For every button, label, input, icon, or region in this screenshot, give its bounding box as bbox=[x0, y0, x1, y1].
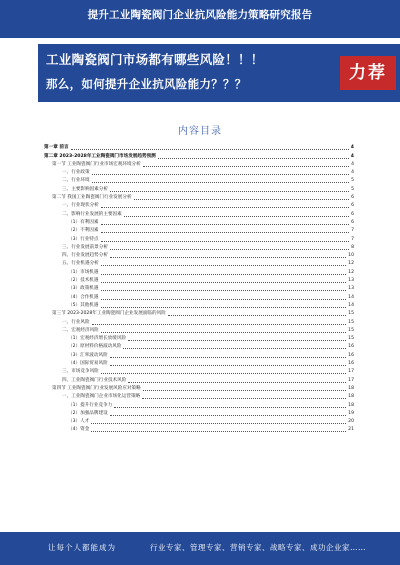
toc-entry[interactable] bbox=[44, 168, 354, 176]
toc-entry[interactable] bbox=[44, 326, 354, 334]
toc-leader-dots bbox=[101, 232, 350, 233]
toc-entry[interactable] bbox=[44, 309, 354, 317]
toc-entry-text: 第一章 前言 bbox=[44, 145, 69, 151]
toc-leader-dots bbox=[110, 415, 346, 416]
toc-entry[interactable] bbox=[44, 151, 354, 159]
toc-leader-dots bbox=[142, 398, 346, 399]
toc-entry-text: （4）国际贸易风险 bbox=[68, 361, 108, 367]
toc-entry-page: 4 bbox=[351, 170, 354, 176]
toc-entry[interactable] bbox=[44, 392, 354, 400]
toc-leader-dots bbox=[92, 324, 347, 325]
toc-entry[interactable] bbox=[44, 218, 354, 226]
toc-leader-dots bbox=[101, 307, 347, 308]
footer-slogan: 让每个人都能成为 bbox=[48, 543, 116, 552]
toc-entry-text: 一、行业政策 bbox=[62, 170, 90, 176]
toc-entry[interactable] bbox=[44, 234, 354, 242]
toc-entry[interactable] bbox=[44, 251, 354, 259]
toc-entry-text: 第二章 2023-2028年工业陶瓷阀门市场发展趋势预测 bbox=[44, 153, 156, 159]
toc-entry-page: 5 bbox=[351, 178, 354, 184]
toc-entry[interactable] bbox=[44, 184, 354, 192]
toc-entry[interactable] bbox=[44, 259, 354, 267]
toc-entry-page: 8 bbox=[351, 244, 354, 250]
toc-entry-page: 13 bbox=[348, 286, 354, 292]
toc-entry-text: （5）其他机遇 bbox=[68, 302, 99, 308]
toc-leader-dots bbox=[143, 166, 349, 167]
toc-entry[interactable] bbox=[44, 267, 354, 275]
headline-question: 工业陶瓷阀门市场都有哪些风险！！！ bbox=[46, 52, 264, 67]
toc-entry[interactable] bbox=[44, 425, 354, 433]
toc-entry-page: 16 bbox=[348, 361, 354, 367]
toc-entry-page: 18 bbox=[348, 385, 354, 391]
toc-leader-dots bbox=[92, 174, 349, 175]
toc-leader-dots bbox=[143, 390, 346, 391]
toc-entry-page: 15 bbox=[348, 327, 354, 333]
toc-entry-text: 第二节 我国工业陶瓷阀门行业发展分析 bbox=[52, 195, 132, 201]
toc-entry-page: 18 bbox=[348, 402, 354, 408]
toc-leader-dots bbox=[92, 182, 349, 183]
toc-entry[interactable] bbox=[44, 276, 354, 284]
toc-entry-page: 17 bbox=[348, 369, 354, 375]
toc-entry-text: 四、行业发展趋势分析 bbox=[62, 253, 108, 259]
toc-entry[interactable] bbox=[44, 317, 354, 325]
toc-entry-text: （2）加强品牌建设 bbox=[68, 410, 108, 416]
table-of-contents bbox=[44, 143, 354, 433]
toc-entry-page: 10 bbox=[348, 253, 354, 259]
toc-entry-text: 四、工业陶瓷阀门行业技术风险 bbox=[62, 377, 127, 383]
toc-entry[interactable] bbox=[44, 384, 354, 392]
toc-entry[interactable] bbox=[44, 367, 354, 375]
toc-leader-dots bbox=[101, 299, 347, 300]
toc-entry-page: 14 bbox=[348, 294, 354, 300]
toc-entry-text: 三、市场竞争风险 bbox=[62, 369, 99, 375]
toc-entry-text: （2）原材料价格波动风险 bbox=[68, 344, 122, 350]
toc-leader-dots bbox=[128, 340, 346, 341]
toc-leader-dots bbox=[110, 365, 346, 366]
toc-entry-page: 12 bbox=[348, 261, 354, 267]
toc-entry-page: 12 bbox=[348, 269, 354, 275]
toc-entry-page: 16 bbox=[348, 352, 354, 358]
toc-entry-text: （3）政策机遇 bbox=[68, 286, 99, 292]
toc-entry-page: 4 bbox=[350, 153, 354, 159]
toc-leader-dots bbox=[123, 348, 346, 349]
toc-entry-text: 第三节 2023-2028年工业陶瓷阀门企业发展面临的风险 bbox=[52, 311, 166, 317]
toc-entry-page: 4 bbox=[351, 161, 354, 167]
recommend-stamp: 力荐 bbox=[340, 56, 396, 90]
toc-entry-text: 三、主要影响因素分析 bbox=[62, 186, 108, 192]
toc-entry-page: 6 bbox=[351, 219, 354, 225]
toc-leader-dots bbox=[101, 224, 350, 225]
toc-entry-text: （2）不利因素 bbox=[68, 228, 99, 234]
toc-entry[interactable] bbox=[44, 143, 354, 151]
toc-entry[interactable] bbox=[44, 243, 354, 251]
toc-leader-dots bbox=[110, 257, 346, 258]
toc-entry-page: 20 bbox=[348, 419, 354, 425]
toc-entry[interactable] bbox=[44, 400, 354, 408]
toc-leader-dots bbox=[110, 357, 346, 358]
toc-entry-text: 一、行业现状分析 bbox=[62, 203, 99, 209]
toc-entry[interactable] bbox=[44, 209, 354, 217]
toc-entry-text: 第四节 工业陶瓷阀门行业发展风险应对策略 bbox=[52, 385, 141, 391]
toc-entry-page: 15 bbox=[348, 336, 354, 342]
toc-entry-text: 第一节 工业陶瓷阀门行业市场宏观环境分析 bbox=[52, 161, 141, 167]
toc-leader-dots bbox=[110, 249, 349, 250]
toc-entry-text: （3）人才 bbox=[68, 419, 90, 425]
toc-entry-text: （4）合作机遇 bbox=[68, 294, 99, 300]
toc-leader-dots bbox=[101, 207, 349, 208]
report-header bbox=[0, 0, 400, 38]
toc-leader-dots bbox=[110, 191, 349, 192]
toc-entry[interactable] bbox=[44, 375, 354, 383]
toc-entry-text: 二、行业环境 bbox=[62, 178, 90, 184]
toc-entry-text: （3）汇率波动风险 bbox=[68, 352, 108, 358]
toc-entry-page: 7 bbox=[351, 228, 354, 234]
toc-leader-dots bbox=[101, 265, 346, 266]
toc-leader-dots bbox=[91, 431, 346, 432]
toc-entry-text: （2）技术机遇 bbox=[68, 278, 99, 284]
toc-entry[interactable] bbox=[44, 284, 354, 292]
toc-leader-dots bbox=[91, 423, 346, 424]
toc-entry-page: 18 bbox=[348, 394, 354, 400]
toc-entry[interactable] bbox=[44, 193, 354, 201]
toc-leader-dots bbox=[158, 158, 349, 159]
toc-entry[interactable] bbox=[44, 342, 354, 350]
toc-entry-page: 13 bbox=[348, 278, 354, 284]
toc-entry-page: 15 bbox=[348, 319, 354, 325]
toc-leader-dots bbox=[101, 274, 347, 275]
toc-leader-dots bbox=[101, 332, 346, 333]
report-title: 提升工业陶瓷阀门企业抗风险能力策略研究报告 bbox=[87, 9, 313, 21]
toc-entry-page: 5 bbox=[351, 186, 354, 192]
toc-entry-page: 19 bbox=[348, 410, 354, 416]
toc-entry[interactable] bbox=[44, 417, 354, 425]
toc-entry-text: 三、行业发展前景分析 bbox=[62, 244, 108, 250]
toc-leader-dots bbox=[168, 315, 346, 316]
toc-entry-text: 五、行业机遇分析 bbox=[62, 261, 99, 267]
toc-leader-dots bbox=[128, 382, 346, 383]
headline-subquestion: 那么，如何提升企业抗风险能力？？？ bbox=[46, 77, 247, 91]
toc-entry-text: （3）行业特点 bbox=[68, 236, 99, 242]
toc-entry[interactable] bbox=[44, 176, 354, 184]
toc-leader-dots bbox=[71, 149, 349, 150]
toc-leader-dots bbox=[101, 241, 350, 242]
toc-entry-text: （1）提升行业竞争力 bbox=[68, 402, 113, 408]
toc-title: 内容目录 bbox=[178, 126, 222, 137]
toc-entry[interactable] bbox=[44, 334, 354, 342]
toc-entry[interactable] bbox=[44, 226, 354, 234]
toc-entry-text: 一、工业陶瓷阀门企业市场化运营策略 bbox=[62, 394, 141, 400]
toc-entry-page: 4 bbox=[350, 145, 354, 151]
toc-entry-page: 6 bbox=[351, 195, 354, 201]
toc-leader-dots bbox=[124, 216, 349, 217]
toc-entry[interactable] bbox=[44, 359, 354, 367]
toc-entry-text: （1）市场机遇 bbox=[68, 269, 99, 275]
toc-entry-page: 6 bbox=[351, 203, 354, 209]
toc-entry-page: 16 bbox=[348, 344, 354, 350]
toc-entry[interactable] bbox=[44, 160, 354, 168]
toc-entry-page: 7 bbox=[351, 236, 354, 242]
toc-entry-page: 17 bbox=[348, 377, 354, 383]
footer-roles: 行业专家、管理专家、营销专家、战略专家、成功企业家…… bbox=[150, 543, 366, 552]
toc-entry-text: 二、影响行业发展的主要因素 bbox=[62, 211, 122, 217]
toc-entry[interactable] bbox=[44, 201, 354, 209]
toc-entry-page: 21 bbox=[348, 427, 354, 433]
toc-leader-dots bbox=[134, 199, 350, 200]
toc-entry[interactable] bbox=[44, 301, 354, 309]
toc-leader-dots bbox=[101, 373, 346, 374]
toc-entry-page: 14 bbox=[348, 302, 354, 308]
toc-entry-page: 6 bbox=[351, 211, 354, 217]
toc-entry-text: 一、行业风险 bbox=[62, 319, 90, 325]
footer-bar bbox=[0, 532, 400, 565]
toc-entry-text: （1）宏观经济增长放缓风险 bbox=[68, 336, 127, 342]
toc-entry-text: 二、宏观经济风险 bbox=[62, 327, 99, 333]
toc-leader-dots bbox=[114, 407, 346, 408]
toc-entry-page: 15 bbox=[348, 311, 354, 317]
toc-leader-dots bbox=[101, 282, 347, 283]
toc-leader-dots bbox=[101, 290, 347, 291]
toc-entry[interactable] bbox=[44, 350, 354, 358]
toc-entry[interactable] bbox=[44, 292, 354, 300]
toc-entry[interactable] bbox=[44, 409, 354, 417]
toc-entry-text: （1）有利因素 bbox=[68, 219, 99, 225]
toc-entry-text: （4）资金 bbox=[68, 427, 90, 433]
